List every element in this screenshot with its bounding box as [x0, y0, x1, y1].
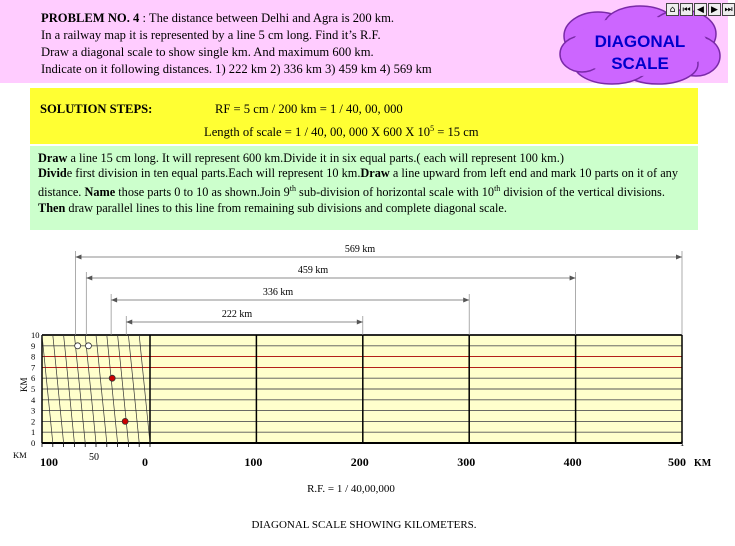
distance-marker	[109, 375, 115, 381]
dimension-label: 459 km	[297, 265, 329, 276]
distance-marker	[122, 418, 128, 424]
vertical-tick-label: 10	[31, 330, 40, 340]
steps-keyword-name: Name	[84, 185, 116, 200]
prev-icon[interactable]: ◀	[694, 3, 707, 16]
steps-text-7: draw parallel lines to this line from remaining sub divisions and complete diagonal scale.	[65, 200, 507, 215]
next-icon[interactable]: ▶	[708, 3, 721, 16]
arrow-right	[676, 255, 682, 260]
vertical-tick-label: 9	[31, 340, 36, 351]
steps-text-2: e first division in ten equal parts.Each will represent 10 km.	[66, 166, 361, 181]
arrow-right	[357, 320, 363, 325]
badge-line-1: DIAGONAL	[594, 32, 686, 51]
arrow-left	[86, 276, 92, 281]
vertical-tick-label: 0	[31, 438, 36, 448]
main-scale-label: 400	[563, 455, 582, 469]
sub-scale-label: 50	[89, 452, 99, 463]
solution-label-text: SOLUTION STEPS:	[40, 102, 153, 116]
left-unit-label: KM	[13, 450, 27, 460]
arrow-left	[75, 255, 81, 260]
problem-line-2: In a railway map it is represented by a line 5 cm long. Find it’s R.F.	[41, 28, 381, 42]
distance-marker	[85, 343, 91, 349]
main-scale-label: 100	[244, 455, 263, 469]
vertical-tick-label: 8	[31, 351, 36, 362]
problem-line-3: Draw a diagonal scale to show single km. And maximum 600 km.	[41, 45, 374, 59]
steps-sup-2: th	[494, 184, 501, 194]
steps-keyword-divide: Divid	[38, 166, 67, 181]
dimension-label: 222 km	[221, 309, 253, 320]
steps-text-3: a line upward from left end and mark 10 parts on it of any distance.	[38, 166, 678, 200]
vertical-tick-label: 3	[31, 405, 36, 416]
vertical-tick-label: 6	[31, 373, 36, 384]
length-exponent: 5	[430, 124, 435, 133]
first-icon[interactable]: ⏮	[680, 3, 693, 16]
steps-text-6: division of the vertical divisions.	[500, 185, 665, 200]
main-scale-label: 500	[668, 455, 686, 469]
last-icon[interactable]: ⏭	[722, 3, 735, 16]
vertical-axis-label: KM	[19, 377, 29, 392]
steps-text-1: a line 15 cm long. It will represent 600 km.Divide it in six equal parts.( each will represent 100 km.)	[67, 151, 564, 165]
steps-text-4: those parts 0 to 10 as shown.Join 9	[115, 185, 290, 200]
arrow-left	[111, 298, 117, 303]
dimension-label: 569 km	[344, 244, 376, 255]
steps-keyword-draw: Draw	[38, 151, 68, 165]
arrow-left	[126, 320, 132, 325]
main-scale-label: 200	[350, 455, 369, 469]
steps-keyword-draw-2: Draw	[360, 166, 390, 181]
vertical-tick-label: 4	[31, 394, 36, 405]
length-result: = 15 cm	[434, 125, 479, 140]
length-text: Length of scale = 1 / 40, 00, 000 X 600 X 10	[204, 125, 431, 140]
vertical-tick-label: 7	[31, 362, 36, 373]
problem-line-4: Indicate on it following distances. 1) 222 km 2) 336 km 3) 459 km 4) 569 km	[41, 62, 432, 76]
rf-label: R.F. = 1 / 40,00,000	[307, 483, 395, 495]
steps-keyword-then: Then	[38, 200, 66, 215]
dimension-label: 336 km	[262, 287, 294, 298]
vertical-tick-label: 2	[31, 416, 36, 427]
home-icon[interactable]: ⌂	[666, 3, 679, 16]
rf-calculation: RF = 5 cm / 200 km = 1 / 40, 00, 000	[215, 102, 403, 116]
steps-text-5: sub-division of horizontal scale with 10	[295, 185, 495, 200]
problem-text-1: : The distance between Delhi and Agra is 200 km.	[139, 11, 395, 25]
vertical-tick-label: 5	[31, 384, 36, 394]
distance-marker	[75, 343, 81, 349]
badge-line-2: SCALE	[611, 54, 669, 73]
main-scale-label: 0	[142, 455, 148, 469]
vertical-tick-label: 1	[31, 427, 36, 438]
right-unit-label: KM	[694, 458, 712, 469]
arrow-right	[463, 298, 469, 303]
end-tick-label: 1	[680, 438, 685, 448]
main-scale-label: 100	[40, 455, 58, 469]
main-scale-label: 300	[457, 455, 476, 469]
problem-label: PROBLEM NO. 4	[41, 11, 140, 25]
steps-sup-1: th	[289, 184, 296, 194]
diagram-caption: DIAGONAL SCALE SHOWING KILOMETERS.	[251, 519, 477, 531]
arrow-right	[570, 276, 576, 281]
